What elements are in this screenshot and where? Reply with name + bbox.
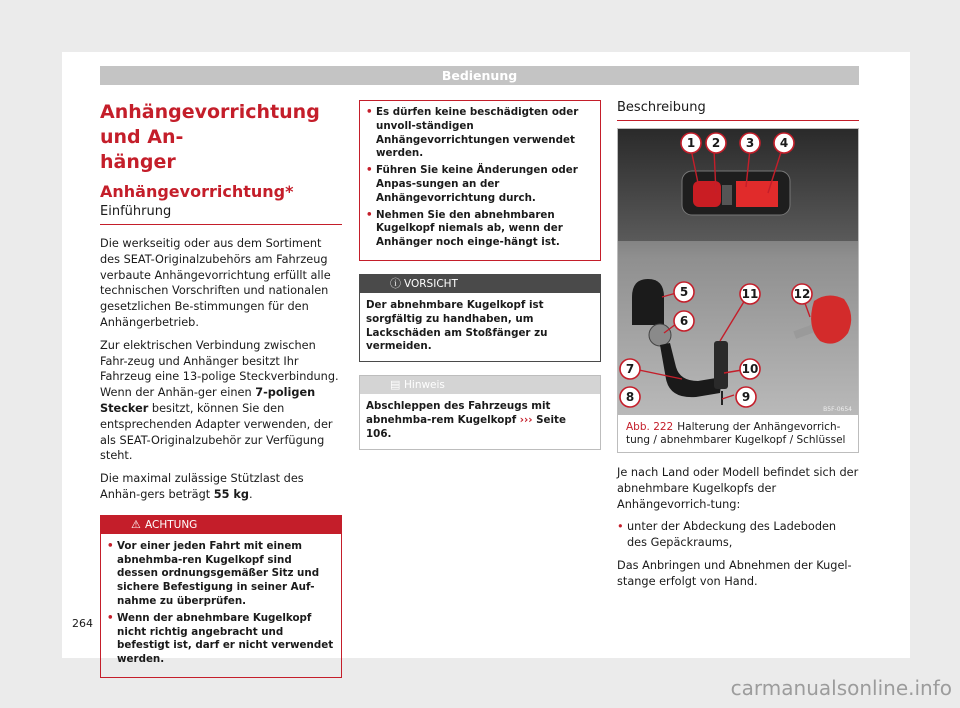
warning-item: • Nehmen Sie den abnehmbaren Kugelkopf niemals ab, wenn der Anhänger noch einge-hängt ist. xyxy=(366,209,594,250)
connector-paragraph: Zur elektrischen Verbindung zwischen Fahr-zeug und Anhänger besitzt Ihr Fahrzeug eine 13-polige Steckverbindung. Wenn der Anhän-ger einen 7-poligen Stecker besitzt, können Sie den entsprechenden Adapter verwenden, der als SEAT-Originalzubehör zur Verfügung steht. xyxy=(100,338,339,463)
warning-continued-body xyxy=(360,101,600,260)
chapter-title xyxy=(100,100,342,175)
note-header: ▤ Hinweis xyxy=(360,376,600,394)
callout-2: 2 xyxy=(711,136,721,150)
subchapter-title: Anhängevorrichtung* xyxy=(100,182,294,201)
right-column xyxy=(617,100,859,590)
callout-5: 5 xyxy=(679,285,689,299)
page-link[interactable]: Seite 106 xyxy=(366,413,566,440)
watermark-text: carmanualsonline.info xyxy=(730,676,952,700)
caution-box xyxy=(359,274,601,362)
callout-1: 1 xyxy=(686,136,696,150)
location-bullet: • unter der Abdeckung des Ladeboden des Gepäckraums, xyxy=(617,519,859,551)
warning-header: ⚠ ACHTUNG xyxy=(101,516,341,534)
left-column xyxy=(100,100,342,678)
warning-item: • Wenn der abnehmbare Kugelkopf nicht richtig angebracht und befestigt ist, darf er nicht verwendet werden. xyxy=(107,612,335,667)
figure-caption-text: Halterung der Anhängevorrich-tung / abnehmbarer Kugelkopf / Schlüssel xyxy=(626,421,846,446)
figure-code: B5F-0654 xyxy=(823,406,852,413)
callout-12: 12 xyxy=(793,287,811,301)
warning-triangle-icon: ⚠ xyxy=(131,517,141,531)
mounting-paragraph: Das Anbringen und Abnehmen der Kugel-stange erfolgt von Hand. xyxy=(617,558,852,588)
location-paragraph: Je nach Land oder Modell befindet sich der abnehmbare Kugelkopfs der Anhängevorrich-tung: xyxy=(617,466,859,511)
figure-caption xyxy=(618,415,858,452)
warning-item: • Es dürfen keine beschädigten oder unvoll-ständigen Anhängevorrichtungen verwendet werden. xyxy=(366,106,594,161)
warning-continued-box xyxy=(359,100,601,261)
caution-circle-icon: ⓘ xyxy=(390,276,401,290)
towbar-illustration xyxy=(618,129,858,415)
figure-box xyxy=(617,128,859,453)
callout-10: 10 xyxy=(741,362,759,376)
caution-body: Der abnehmbare Kugelkopf ist sorgfältig zu handhaben, um Lackschäden am Stoßfänger zu vermeiden. xyxy=(366,298,548,353)
intro-paragraph: Die werkseitig oder aus dem Sortiment des SEAT-Originalzubehörs am Fahrzeug verbaute Anhängevorrichtung erfüllt alle technischen Vorschriften und nationalen gesetzlichen Be-stimmungen für den Anhängerbetrieb. xyxy=(100,237,331,329)
chapter-title-line2: hänger xyxy=(100,151,176,173)
caution-header: ⓘ VORSICHT xyxy=(360,275,600,293)
callout-4: 4 xyxy=(779,136,789,150)
description-title: Beschreibung xyxy=(617,100,859,121)
callout-11: 11 xyxy=(741,287,759,301)
callout-9: 9 xyxy=(741,390,751,404)
emphasis-plug: 7-poligen Stecker xyxy=(100,386,316,415)
page-number: 264 xyxy=(72,617,93,630)
note-body: Abschleppen des Fahrzeugs mit abnehmba-rem Kugelkopf ››› Seite 106. xyxy=(366,400,566,440)
section-title: Einführung xyxy=(100,204,342,225)
chapter-title-line1: Anhängevorrichtung und An- xyxy=(100,101,320,148)
load-paragraph: Die maximal zulässige Stützlast des Anhän-gers beträgt 55 kg. xyxy=(100,472,304,501)
callout-8: 8 xyxy=(625,390,635,404)
warning-item: • Führen Sie keine Änderungen oder Anpas-sungen an der Anhängevorrichtung durch. xyxy=(366,164,594,205)
callout-7: 7 xyxy=(625,362,635,376)
warning-body xyxy=(101,534,341,677)
warning-box xyxy=(100,515,342,678)
note-icon: ▤ xyxy=(390,378,401,392)
middle-column xyxy=(359,100,601,450)
callout-6: 6 xyxy=(679,314,689,328)
note-box xyxy=(359,375,601,449)
warning-item: • Vor einer jeden Fahrt mit einem abnehmba-ren Kugelkopf sind dessen ordnungsgemäßer Sitz und sichere Befestigung in seiner Auf-nahme zu überprüfen. xyxy=(107,540,335,609)
figure-number: Abb. 222 xyxy=(626,421,674,433)
emphasis-load: 55 kg xyxy=(213,487,250,501)
link-arrows: ››› xyxy=(519,413,533,426)
callout-3: 3 xyxy=(745,136,755,150)
section-header: Bedienung xyxy=(100,66,859,85)
